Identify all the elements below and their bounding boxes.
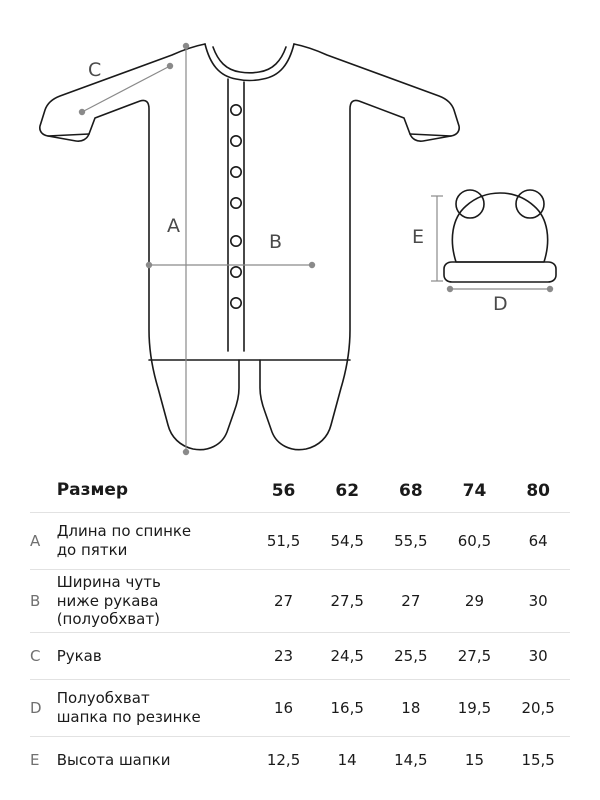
row-a-value-68: 55,5	[379, 513, 443, 570]
marker-c-label: C	[88, 59, 102, 81]
row-label-d-line2: шапка по резинке	[56, 708, 201, 726]
row-label-a-line2: до пятки	[56, 541, 128, 559]
row-a-value-74: 60,5	[443, 513, 507, 570]
header-size-68: 68	[379, 470, 443, 513]
header-label-cell: Размер	[57, 470, 252, 513]
row-label-c-line1: Рукав	[56, 646, 102, 665]
row-letter-b: B	[30, 570, 57, 633]
row-label-b-line1: Ширина чуть	[56, 572, 161, 591]
row-c-value-56: 23	[252, 633, 316, 680]
row-a-value-80: 64	[506, 513, 570, 570]
table-row	[30, 570, 570, 633]
row-c-value-68: 25,5	[379, 633, 443, 680]
row-c-value-80: 30	[506, 633, 570, 680]
row-label-e-line1: Высота шапки	[56, 750, 171, 769]
row-d-value-62: 16,5	[315, 680, 379, 737]
header-size-80: 80	[506, 470, 570, 513]
marker-b-label: B	[269, 231, 283, 253]
row-label-c	[57, 633, 252, 680]
header-letter-cell	[30, 470, 57, 513]
row-letter-d: D	[30, 680, 57, 737]
hat-outline	[444, 190, 556, 282]
row-c-value-62: 24,5	[315, 633, 379, 680]
row-letter-e: E	[30, 751, 40, 769]
row-d-value-56: 16	[252, 680, 316, 737]
dimension-lines	[79, 43, 552, 454]
romper-outline	[40, 44, 459, 450]
row-letter-a: A	[30, 513, 57, 570]
row-b-value-80: 30	[506, 570, 570, 633]
row-d-value-68: 18	[379, 680, 443, 737]
header-size-56: 56	[252, 470, 316, 513]
table-row	[30, 633, 570, 680]
table-row	[30, 680, 570, 737]
table-row	[30, 513, 570, 570]
header-size-74: 74	[443, 470, 507, 513]
row-label-a-line1: Длина по спинке	[56, 522, 192, 541]
row-label-b-line2: ниже рукава	[56, 591, 159, 610]
marker-e-label: E	[412, 226, 425, 248]
row-b-value-68: 27	[379, 570, 443, 633]
row-label-b	[57, 570, 252, 633]
row-e-value-56: 12,5	[266, 751, 301, 769]
row-label-b-line3: (полуобхват)	[56, 610, 160, 629]
marker-a-label: A	[167, 215, 180, 237]
row-d-value-80: 20,5	[506, 680, 570, 737]
row-label-a	[57, 513, 252, 570]
row-label-d	[57, 680, 252, 737]
row-label-e	[57, 737, 252, 784]
row-label-d-line1: Полуобхват	[56, 689, 150, 708]
row-c-value-74: 27,5	[443, 633, 507, 680]
row-a-value-56: 51,5	[252, 513, 316, 570]
row-e-value-62: 14	[337, 751, 357, 769]
snap-buttons	[231, 105, 241, 308]
size-table	[30, 470, 570, 783]
header-size-62: 62	[315, 470, 379, 513]
row-e-value-74: 15	[464, 751, 485, 769]
row-e-value-80: 15,5	[521, 751, 555, 769]
row-letter-c: C	[30, 633, 57, 680]
row-a-value-62: 54,5	[315, 513, 379, 570]
size-table-wrapper	[0, 470, 600, 800]
row-e-value-68: 14,5	[394, 751, 428, 769]
row-b-value-62: 27,5	[315, 570, 379, 633]
table-row	[30, 737, 570, 784]
row-d-value-74: 19,5	[443, 680, 507, 737]
row-b-value-56: 27	[252, 570, 316, 633]
row-b-value-74: 29	[443, 570, 507, 633]
table-header-row	[30, 470, 570, 513]
marker-d-label: D	[493, 293, 508, 315]
